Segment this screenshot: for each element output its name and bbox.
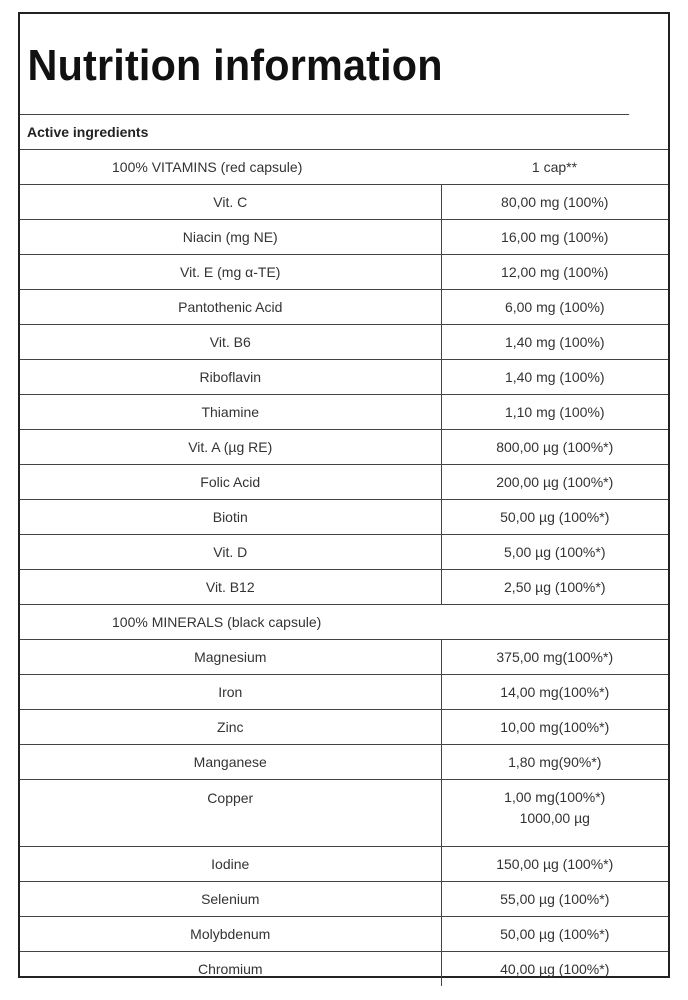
ingredient-name: Iodine: [20, 847, 441, 882]
ingredient-name: Vit. C: [20, 185, 441, 220]
table-row: [20, 780, 668, 847]
ingredient-amount: 1 cap**: [441, 150, 668, 185]
ingredient-name: Copper: [20, 780, 441, 847]
ingredient-name: Riboflavin: [20, 360, 441, 395]
ingredient-amount: 50,00 µg (100%*): [441, 500, 668, 535]
ingredient-name: Iron: [20, 675, 441, 710]
ingredient-amount: 6,00 mg (100%): [441, 290, 668, 325]
table-row: [20, 917, 668, 952]
ingredient-amount: 14,00 mg(100%*): [441, 675, 668, 710]
ingredient-name: Magnesium: [20, 640, 441, 675]
table-row: [20, 290, 668, 325]
ingredient-amount: 1,40 mg (100%): [441, 325, 668, 360]
ingredient-amount: 150,00 µg (100%*): [441, 847, 668, 882]
ingredient-name: Vit. D: [20, 535, 441, 570]
table-row: [20, 325, 668, 360]
ingredient-amount: 12,00 mg (100%): [441, 255, 668, 290]
ingredient-amount: 2,50 µg (100%*): [441, 570, 668, 605]
table-row: [20, 882, 668, 917]
ingredient-amount: 1,80 mg(90%*): [441, 745, 668, 780]
ingredient-amount: 200,00 µg (100%*): [441, 465, 668, 500]
ingredient-amount: 50,00 µg (100%*): [441, 917, 668, 952]
ingredient-name: Biotin: [20, 500, 441, 535]
ingredient-amount: 375,00 mg(100%*): [441, 640, 668, 675]
table-row: [20, 847, 668, 882]
ingredient-name: Vit. B12: [20, 570, 441, 605]
table-row: [20, 360, 668, 395]
page-title: Nutrition information: [20, 14, 629, 115]
table-row: [20, 255, 668, 290]
table-group-row: [20, 605, 668, 640]
table-row: [20, 710, 668, 745]
ingredient-name: Manganese: [20, 745, 441, 780]
ingredient-name: Thiamine: [20, 395, 441, 430]
ingredient-name: Vit. B6: [20, 325, 441, 360]
table-row: [20, 220, 668, 255]
ingredient-amount: 5,00 µg (100%*): [441, 535, 668, 570]
ingredient-name: Folic Acid: [20, 465, 441, 500]
ingredient-amount: 800,00 µg (100%*): [441, 430, 668, 465]
ingredient-name: Selenium: [20, 882, 441, 917]
ingredient-amount: [441, 780, 668, 847]
table-row: [20, 395, 668, 430]
nutrition-panel: [18, 12, 670, 978]
ingredient-name: Zinc: [20, 710, 441, 745]
amount-line: 1,00 mg(100%*): [504, 789, 606, 805]
ingredient-amount: 40,00 µg (100%*): [441, 952, 668, 987]
ingredient-amount: 10,00 mg(100%*): [441, 710, 668, 745]
table-row: [20, 430, 668, 465]
table-row: [20, 465, 668, 500]
ingredient-name: Vit. A (µg RE): [20, 430, 441, 465]
ingredient-amount: 1,40 mg (100%): [441, 360, 668, 395]
ingredient-name: 100% MINERALS (black capsule): [20, 605, 441, 640]
ingredient-amount: 1,10 mg (100%): [441, 395, 668, 430]
table-group-row: [20, 150, 668, 185]
ingredient-name: Pantothenic Acid: [20, 290, 441, 325]
ingredient-amount: 16,00 mg (100%): [441, 220, 668, 255]
table-row: [20, 640, 668, 675]
ingredient-name: Vit. E (mg α-TE): [20, 255, 441, 290]
ingredient-name: Molybdenum: [20, 917, 441, 952]
table-row: [20, 570, 668, 605]
ingredient-name: Niacin (mg NE): [20, 220, 441, 255]
table-row: [20, 675, 668, 710]
table-row: [20, 745, 668, 780]
ingredient-amount: 80,00 mg (100%): [441, 185, 668, 220]
ingredient-amount: [441, 605, 668, 640]
amount-line-secondary: 1000,00 µg: [519, 810, 590, 826]
ingredient-name: 100% VITAMINS (red capsule): [20, 150, 441, 185]
nutrition-table: [20, 150, 668, 986]
table-row: [20, 952, 668, 987]
ingredient-amount: 55,00 µg (100%*): [441, 882, 668, 917]
table-row: [20, 185, 668, 220]
ingredient-name: Chromium: [197, 961, 263, 977]
table-row: [20, 535, 668, 570]
table-row: [20, 500, 668, 535]
section-header-active-ingredients: Active ingredients: [20, 115, 668, 150]
